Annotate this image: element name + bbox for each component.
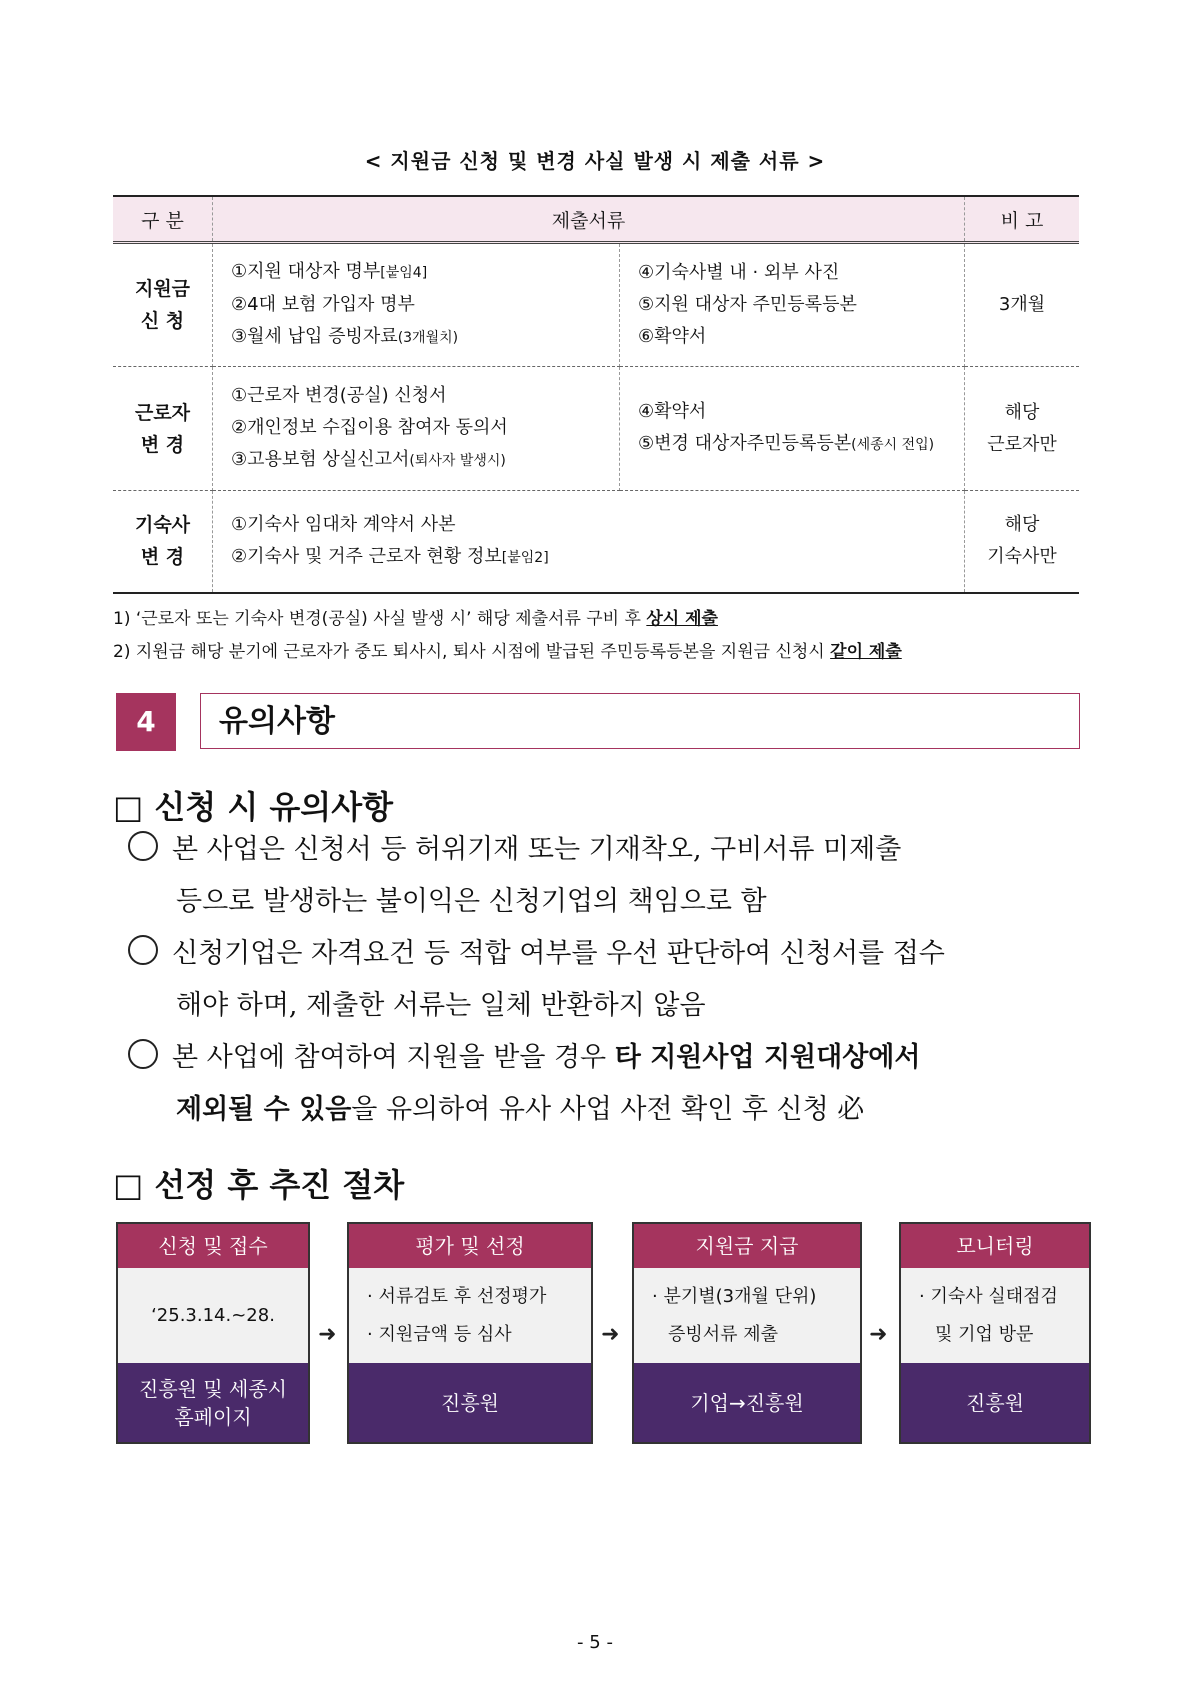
step-title: 지원금 지급 [634,1224,860,1268]
documents-table [113,195,1079,594]
header-category: 구 분 [113,196,213,243]
footnote-1: 1) ‘근로자 또는 기숙사 변경(공실) 사실 발생 시’ 해당 제출서류 구비 후 상시 제출 [113,609,718,629]
process-step [632,1222,862,1444]
arrow-right-icon: ➜ [318,1322,337,1347]
header-note: 비 고 [965,196,1080,243]
notice-heading: □ 신청 시 유의사항 [113,788,394,826]
row-note: 해당 근로자만 [965,367,1080,491]
row-documents-right: ④기숙사별 내 · 외부 사진 ⑤지원 대상자 주민등록등본 ⑥확약서 [620,243,965,367]
step-title: 신청 및 접수 [118,1224,308,1268]
table-row [113,243,1079,367]
header-documents: 제출서류 [213,196,965,243]
section-title: 유의사항 [200,693,1080,749]
table-row [113,491,1079,593]
row-category: 지원금 신 청 [113,243,213,367]
step-body: · 서류검토 후 선정평가 · 지원금액 등 심사 [349,1268,591,1363]
step-title: 모니터링 [901,1224,1089,1268]
footnote-2: 2) 지원금 해당 분기에 근로자가 중도 퇴사시, 퇴사 시점에 발급된 주민등록등본을 지원금 신청시 같이 제출 [113,642,902,662]
notice-item: 신청기업은 자격요건 등 적합 여부를 우선 판단하여 신청서를 접수 해야 하며, 제출한 서류는 일체 반환하지 않음 [128,928,1083,1032]
arrow-right-icon: ➜ [869,1322,888,1347]
row-note: 해당 기숙사만 [965,491,1080,593]
step-title: 평가 및 선정 [349,1224,591,1268]
row-category: 근로자 변 경 [113,367,213,491]
table-row [113,367,1079,491]
step-owner: 진흥원 [349,1363,591,1442]
row-documents-left: ①근로자 변경(공실) 신청서 ②개인정보 수집이용 참여자 동의서 ③고용보험 상실신고서(퇴사자 발생시) [213,367,620,491]
row-note: 3개월 [965,243,1080,367]
step-owner: 진흥원 및 세종시 홈페이지 [118,1363,308,1442]
row-documents: ①기숙사 임대차 계약서 사본 ②기숙사 및 거주 근로자 현황 정보[붙임2] [213,491,965,593]
row-category: 기숙사 변 경 [113,491,213,593]
process-heading: □ 선정 후 추진 절차 [113,1166,405,1204]
process-step [347,1222,593,1444]
notice-item: 본 사업은 신청서 등 허위기재 또는 기재착오, 구비서류 미제출 등으로 발생하는 불이익은 신청기업의 책임으로 함 [128,824,1083,928]
step-owner: 기업→진흥원 [634,1363,860,1442]
row-documents-left: ①지원 대상자 명부[붙임4] ②4대 보험 가입자 명부 ③월세 납입 증빙자료(3개월치) [213,243,620,367]
circle-bullet-icon [128,1039,158,1069]
notice-item: 본 사업에 참여하여 지원을 받을 경우 타 지원사업 지원대상에서 제외될 수 있음을 유의하여 유사 사업 사전 확인 후 신청 必 [128,1032,1083,1136]
table-title: < 지원금 신청 및 변경 사실 발생 시 제출 서류 > [364,149,826,173]
circle-bullet-icon [128,935,158,965]
step-body: · 분기별(3개월 단위) 증빙서류 제출 [634,1268,860,1363]
step-body: · 기숙사 실태점검 및 기업 방문 [901,1268,1089,1363]
arrow-right-icon: ➜ [601,1322,620,1347]
process-step [116,1222,310,1444]
row-documents-right: ④확약서 ⑤변경 대상자주민등록등본(세종시 전입) [620,367,965,491]
process-step [899,1222,1091,1444]
section-number: 4 [116,693,176,751]
step-body: ‘25.3.14.~28. [118,1268,308,1363]
page-number: - 5 - [577,1632,613,1653]
circle-bullet-icon [128,831,158,861]
step-owner: 진흥원 [901,1363,1089,1442]
